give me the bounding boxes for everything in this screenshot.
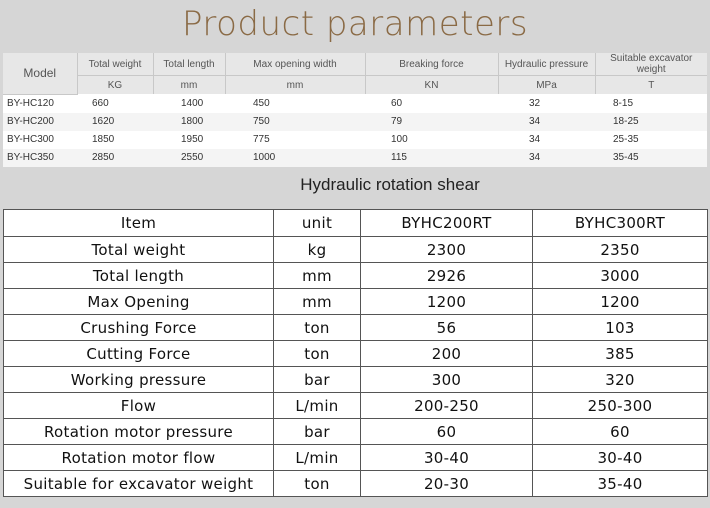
model-cell: BY-HC300 <box>3 131 77 149</box>
value-cell: 115 <box>365 149 498 167</box>
shear-cell: Cutting Force <box>4 341 274 367</box>
shear-cell: ton <box>274 315 361 341</box>
shear-cell: kg <box>274 237 361 263</box>
params-header-row <box>3 53 707 76</box>
value-cell: 775 <box>225 131 365 149</box>
shear-header-cell: BYHC200RT <box>361 210 533 237</box>
shear-cell: Rotation motor flow <box>4 445 274 471</box>
params-unit-row <box>3 76 707 95</box>
value-cell: 1620 <box>77 113 153 131</box>
value-cell: 100 <box>365 131 498 149</box>
shear-cell: 200 <box>361 341 533 367</box>
shear-cell: 56 <box>361 315 533 341</box>
header-0-unit: KG <box>77 76 153 95</box>
value-cell: 1950 <box>153 131 225 149</box>
shear-cell: 1200 <box>361 289 533 315</box>
shear-cell: Suitable for excavator weight <box>4 471 274 497</box>
shear-row <box>4 367 708 393</box>
shear-cell: 30-40 <box>533 445 708 471</box>
value-cell: 660 <box>77 94 153 113</box>
model-cell: BY-HC200 <box>3 113 77 131</box>
shear-row <box>4 419 708 445</box>
shear-cell: Flow <box>4 393 274 419</box>
shear-cell: 250-300 <box>533 393 708 419</box>
header-4-name: Hydraulic pressure <box>498 53 595 76</box>
shear-cell: bar <box>274 419 361 445</box>
shear-title: Hydraulic rotation shear <box>300 175 480 194</box>
shear-cell: 60 <box>361 419 533 445</box>
params-row <box>3 131 707 149</box>
shear-cell: Total weight <box>4 237 274 263</box>
shear-row <box>4 315 708 341</box>
shear-cell: L/min <box>274 393 361 419</box>
shear-cell: Total length <box>4 263 274 289</box>
header-3-unit: KN <box>365 76 498 95</box>
shear-row <box>4 445 708 471</box>
value-cell: 32 <box>498 94 595 113</box>
header-1-name: Total length <box>153 53 225 76</box>
header-model: Model <box>3 53 77 94</box>
header-2-name: Max opening width <box>225 53 365 76</box>
value-cell: 25-35 <box>595 131 707 149</box>
shear-cell: bar <box>274 367 361 393</box>
shear-cell: 385 <box>533 341 708 367</box>
value-cell: 34 <box>498 131 595 149</box>
shear-row <box>4 289 708 315</box>
shear-cell: 1200 <box>533 289 708 315</box>
shear-cell: Crushing Force <box>4 315 274 341</box>
shear-cell: ton <box>274 341 361 367</box>
shear-header-cell: BYHC300RT <box>533 210 708 237</box>
params-row <box>3 94 707 113</box>
shear-cell: mm <box>274 289 361 315</box>
header-1-unit: mm <box>153 76 225 95</box>
header-0-name: Total weight <box>77 53 153 76</box>
value-cell: 34 <box>498 113 595 131</box>
value-cell: 1400 <box>153 94 225 113</box>
value-cell: 2550 <box>153 149 225 167</box>
shear-cell: 30-40 <box>361 445 533 471</box>
shear-row <box>4 263 708 289</box>
shear-cell: 320 <box>533 367 708 393</box>
rotation-shear-table <box>3 209 708 497</box>
shear-header-cell: Item <box>4 210 274 237</box>
header-3-name: Breaking force <box>365 53 498 76</box>
header-5-name: Suitable excavator weight <box>595 53 707 76</box>
value-cell: 18-25 <box>595 113 707 131</box>
header-2-unit: mm <box>225 76 365 95</box>
value-cell: 35-45 <box>595 149 707 167</box>
shear-cell: 2300 <box>361 237 533 263</box>
value-cell: 1000 <box>225 149 365 167</box>
shear-cell: Working pressure <box>4 367 274 393</box>
value-cell: 8-15 <box>595 94 707 113</box>
shear-cell: 300 <box>361 367 533 393</box>
shear-cell: L/min <box>274 445 361 471</box>
shear-cell: 2350 <box>533 237 708 263</box>
header-5-unit: T <box>595 76 707 95</box>
value-cell: 750 <box>225 113 365 131</box>
params-row <box>3 149 707 167</box>
params-row <box>3 113 707 131</box>
shear-cell: Max Opening <box>4 289 274 315</box>
model-cell: BY-HC350 <box>3 149 77 167</box>
header-4-unit: MPa <box>498 76 595 95</box>
shear-cell: 2926 <box>361 263 533 289</box>
shear-cell: 103 <box>533 315 708 341</box>
shear-cell: 200-250 <box>361 393 533 419</box>
shear-header-row <box>4 210 708 237</box>
product-parameters-table <box>3 53 707 167</box>
shear-cell: 3000 <box>533 263 708 289</box>
shear-row <box>4 471 708 497</box>
shear-cell: 60 <box>533 419 708 445</box>
shear-cell: Rotation motor pressure <box>4 419 274 445</box>
value-cell: 79 <box>365 113 498 131</box>
shear-row <box>4 341 708 367</box>
model-cell: BY-HC120 <box>3 94 77 113</box>
value-cell: 450 <box>225 94 365 113</box>
shear-cell: ton <box>274 471 361 497</box>
shear-header-cell: unit <box>274 210 361 237</box>
shear-cell: mm <box>274 263 361 289</box>
value-cell: 1800 <box>153 113 225 131</box>
value-cell: 1850 <box>77 131 153 149</box>
shear-cell: 20-30 <box>361 471 533 497</box>
page-title: Product parameters <box>181 4 529 44</box>
shear-row <box>4 237 708 263</box>
shear-row <box>4 393 708 419</box>
value-cell: 34 <box>498 149 595 167</box>
value-cell: 60 <box>365 94 498 113</box>
value-cell: 2850 <box>77 149 153 167</box>
shear-cell: 35-40 <box>533 471 708 497</box>
